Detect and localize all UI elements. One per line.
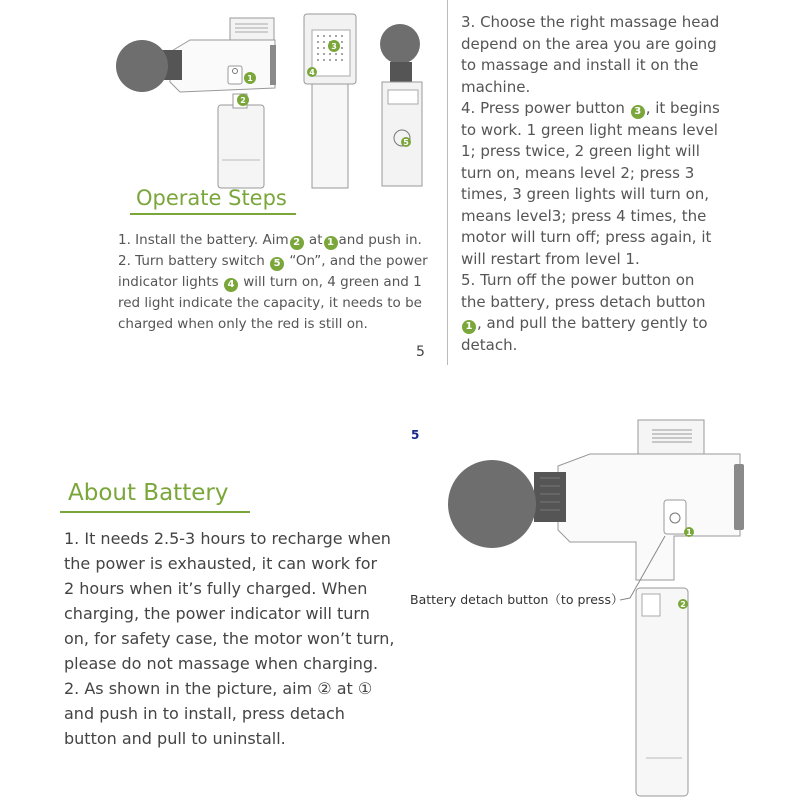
battery-detach-callout: Battery detach button（to press） [410, 592, 624, 607]
right-line-3: to massage and install it on the [461, 56, 699, 74]
left-line-5: charged when only the red is still on. [118, 316, 368, 332]
right-line-5: 4. Press power button 3 , it begins [461, 99, 720, 117]
right-line-10: means level3; press 4 times, the [461, 206, 707, 225]
column-divider [447, 0, 448, 365]
battery-line-8: and push in to install, press detach [64, 704, 345, 723]
marker-2-bottom-label: 2 [680, 600, 686, 609]
right-line-2: depend on the area you are going [461, 34, 717, 53]
operate-steps-left-text [118, 230, 448, 335]
right-line-7: 1; press twice, 2 green light will [461, 142, 700, 160]
bottom-page-number: 5 [411, 428, 420, 442]
right-line-1: 3. Choose the right massage head [461, 13, 720, 31]
right-line-6: to work. 1 green light means level [461, 120, 718, 139]
about-battery-underline [60, 511, 250, 513]
battery-line-4: charging, the power indicator will turn [64, 604, 370, 623]
marker-2-top-label: 2 [240, 96, 246, 105]
right-line-14: the battery, press detach button [461, 292, 706, 311]
battery-line-3: 2 hours when it’s fully charged. When [64, 579, 368, 598]
marker-4-top-label: 4 [309, 68, 315, 77]
left-line-1: 1. Install the battery. Aim 2 at 1 and push in. [118, 232, 422, 248]
right-line-9: times, 3 green lights will turn on, [461, 185, 710, 203]
battery-line-9: button and pull to uninstall. [64, 729, 286, 748]
right-line-11: motor will turn off; press again, it [461, 228, 712, 246]
operate-steps-heading: Operate Steps [136, 186, 287, 210]
battery-line-6: please do not massage when charging. [64, 654, 379, 673]
massage-gun-front-diagram [298, 10, 438, 190]
about-battery-text [64, 526, 424, 751]
marker-5-top-label: 5 [403, 138, 409, 147]
right-line-4: machine. [461, 77, 531, 96]
right-line-13: 5. Turn off the power button on [461, 271, 695, 289]
massage-gun-side-diagram [110, 10, 280, 190]
operate-steps-underline [130, 213, 296, 215]
right-line-15: 1 , and pull the battery gently to [461, 313, 791, 335]
marker-1-top-label: 1 [247, 74, 253, 83]
marker-3-top-label: 3 [331, 42, 337, 51]
operate-steps-right-text [461, 12, 791, 356]
right-line-16: detach. [461, 335, 518, 354]
battery-line-5: on, for safety case, the motor won’t turn, [64, 629, 395, 648]
marker-1-bottom-label: 1 [686, 528, 692, 537]
right-line-12: will restart from level 1. [461, 249, 640, 268]
battery-line-2: the power is exhausted, it can work for [64, 554, 378, 573]
top-page-number: 5 [416, 344, 425, 360]
left-line-4: red light indicate the capacity, it needs to be [118, 295, 422, 311]
left-line-3: indicator lights 4 will turn on, 4 green and 1 [118, 274, 422, 290]
battery-line-1: 1. It needs 2.5-3 hours to recharge when [64, 529, 391, 548]
massage-gun-battery-diagram [430, 418, 790, 798]
battery-line-7: 2. As shown in the picture, aim ② at ① [64, 679, 373, 698]
left-line-2: 2. Turn battery switch 5 “On”, and the power [118, 253, 428, 269]
about-battery-heading: About Battery [68, 480, 229, 506]
right-line-8: turn on, means level 2; press 3 [461, 163, 695, 182]
